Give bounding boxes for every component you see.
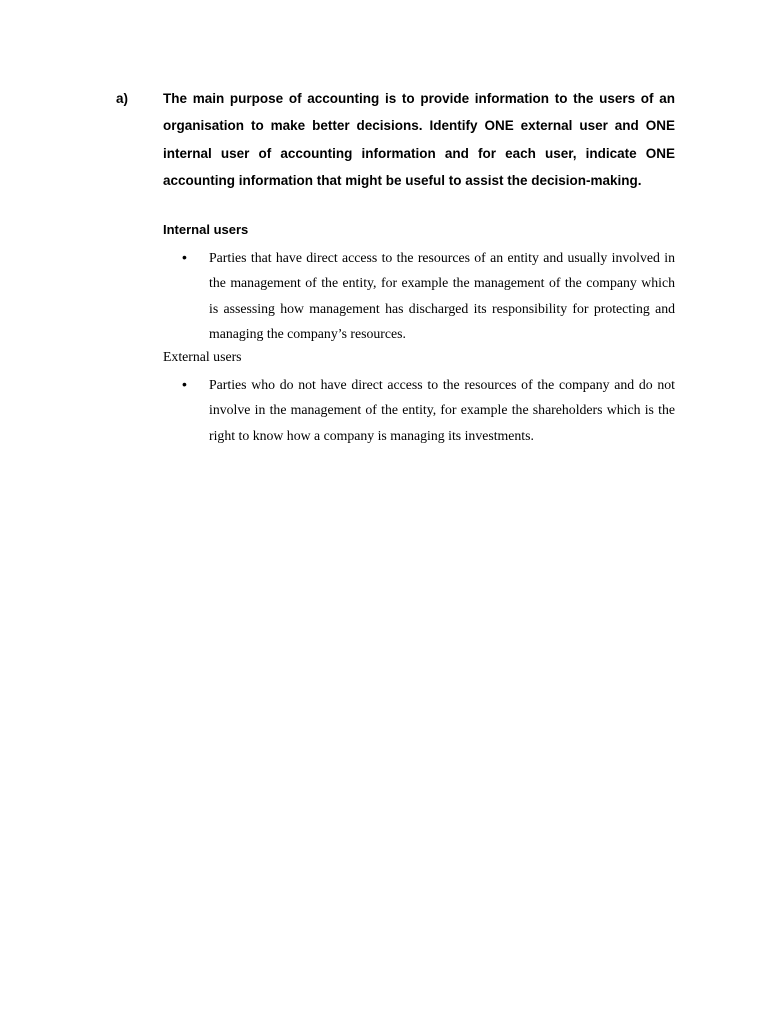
bullet-icon: • xyxy=(182,376,187,392)
external-users-heading: External users xyxy=(163,349,242,364)
question-text: The main purpose of accounting is to provide information to the users of an organisation to make better decisions. Identify ONE external user and ONE internal user of accounting information and for each user, indicate ONE accounting information that might be useful to assist the decision-making. xyxy=(163,91,675,188)
internal-users-heading: Internal users xyxy=(163,222,249,237)
question-label: a) xyxy=(116,91,129,106)
internal-users-description: Parties that have direct access to the resources of an entity and usually involved in the management of the entity, for example the management of the company which is assessing how management has discharged its responsibility for protecting and managing the company’s resources. xyxy=(209,250,675,341)
bullet-icon: • xyxy=(182,249,187,265)
external-users-description: Parties who do not have direct access to the resources of the company and do not involve in the management of the entity, for example the shareholders which is the right to know how a company is managing its investments. xyxy=(209,377,675,443)
